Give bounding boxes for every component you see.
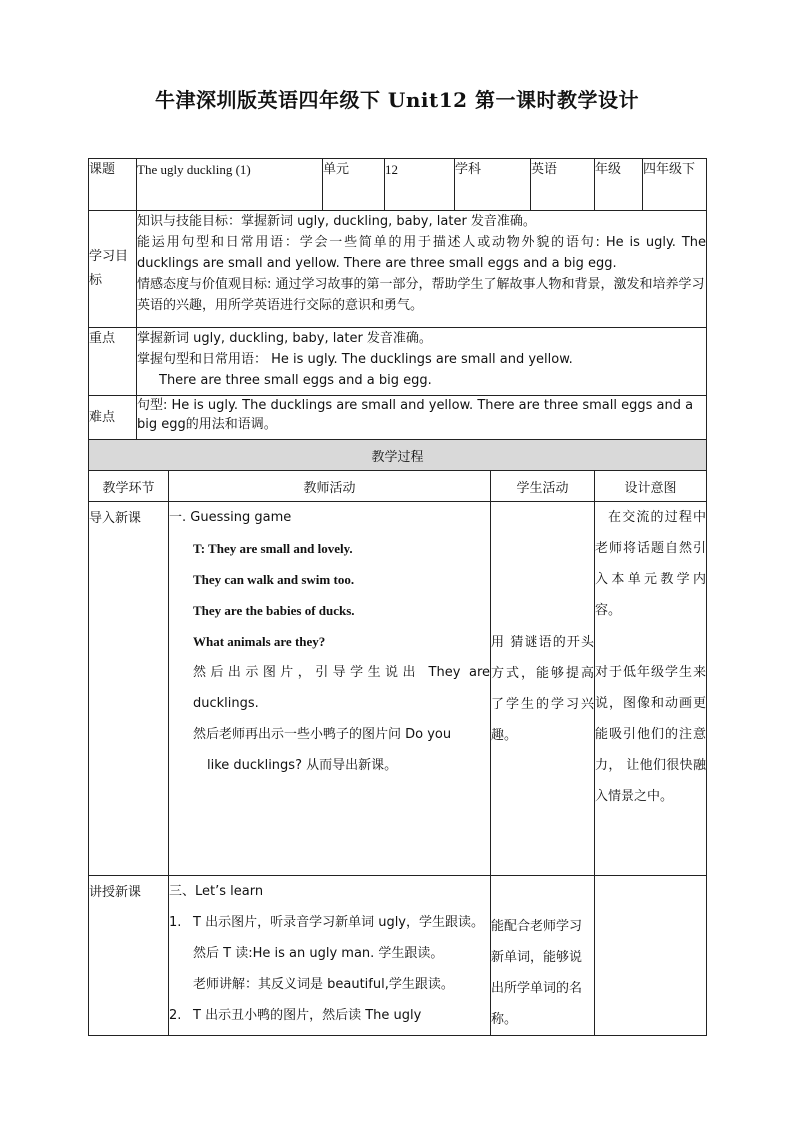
key-points-line-3: There are three small eggs and a big egg. [159, 373, 432, 388]
unit-label: 单元 [323, 159, 385, 211]
teach-teacher-line-1: 三、Let’s learn [169, 884, 264, 899]
intro-teacher-line-8: like ducklings? 从而导出新课。 [207, 758, 398, 773]
intro-student: 用 猜谜语的开头方式，能够提高了学生的学习兴趣。 [491, 502, 595, 876]
intro-teacher-line-7: 然后老师再出示一些小鸭子的图片问 Do you [193, 727, 452, 742]
teach-item-2 [169, 1000, 490, 1031]
difficulties-label: 难点 [89, 396, 137, 440]
teach-item-1-text-b: 老师讲解：其反义词是 beautiful,学生跟读。 [193, 977, 454, 992]
difficulties-content: 句型: He is ugly. The ducklings are small and yellow. There are three small eggs and a big egg的用法和语调。 [137, 396, 707, 440]
objectives-label: 学习目标 [89, 211, 137, 328]
column-stage: 教学环节 [89, 471, 169, 502]
key-points-line-1: 掌握新词 ugly, duckling, baby, later 发音准确。 [137, 331, 432, 346]
teach-item-1-number: 1. [169, 915, 182, 930]
topic-value: The ugly duckling (1) [137, 159, 323, 211]
intro-teacher-line-3: They can walk and swim too. [193, 572, 355, 587]
column-intent: 设计意图 [595, 471, 707, 502]
teach-row [89, 876, 707, 1036]
intro-teacher-line-6: 然后出示图片，引导学生说出 They are ducklings. [193, 665, 491, 711]
objectives-line-1: 知识与技能目标：掌握新词 ugly, duckling, baby, later 发音准确。 [137, 214, 536, 229]
document-title: 牛津深圳版英语四年级下 Unit12 第一课时教学设计 [154, 88, 640, 112]
intro-intent-para-2: 对于低年级学生来说，图像和动画更能吸引他们的注意力， 让他们很快融入情景之中。 [595, 665, 707, 804]
intro-intent-para-1: 在交流的过程中老师将话题自然引入本单元教学内容。 [595, 510, 707, 618]
grade-value: 四年级下 [643, 159, 707, 211]
objectives-content [137, 211, 707, 328]
process-heading: 教学过程 [89, 440, 707, 471]
teach-item-2-text: T 出示丑小鸭的图片，然后读 The ugly [193, 1008, 422, 1023]
teach-item-1-text-a: T 出示图片，听录音学习新单词 ugly，学生跟读。然后 T 读:He is an ugly man. 学生跟读。 [193, 915, 485, 961]
intro-row [89, 502, 707, 876]
unit-value: 12 [385, 159, 455, 211]
process-columns-row [89, 471, 707, 502]
subject-label: 学科 [455, 159, 531, 211]
subject-value: 英语 [531, 159, 595, 211]
intro-teacher-line-2: T: They are small and lovely. [193, 541, 353, 556]
process-heading-row [89, 440, 707, 471]
column-teacher: 教师活动 [169, 471, 491, 502]
intro-teacher [169, 502, 491, 876]
teach-teacher [169, 876, 491, 1036]
teach-student: 能配合老师学习新单词，能够说出所学单词的名称。 [491, 876, 595, 1036]
teach-stage: 讲授新课 [89, 876, 169, 1036]
key-points-label: 重点 [89, 328, 137, 396]
key-points-row [89, 328, 707, 396]
key-points-content [137, 328, 707, 396]
intro-intent [595, 502, 707, 876]
header-row [89, 159, 707, 211]
teach-intent [595, 876, 707, 1036]
key-points-line-2: 掌握句型和日常用语： He is ugly. The ducklings are small and yellow. [137, 352, 573, 367]
teach-item-1 [169, 907, 490, 1000]
intro-stage: 导入新课 [89, 502, 169, 876]
intro-teacher-line-4: They are the babies of ducks. [193, 603, 355, 618]
column-student: 学生活动 [491, 471, 595, 502]
topic-label: 课题 [89, 159, 137, 211]
teach-item-2-number: 2. [169, 1008, 182, 1023]
teach-item-1-text [193, 907, 490, 1000]
lesson-plan-table [88, 158, 707, 1036]
grade-label: 年级 [595, 159, 643, 211]
objectives-row [89, 211, 707, 328]
intro-teacher-line-1: 一. Guessing game [169, 510, 292, 525]
objectives-line-3: 情感态度与价值观目标: 通过学习故事的第一部分，帮助学生了解故事人物和背景，激发和培养学习英语的兴趣，用所学英语进行交际的意识和勇气。 [137, 277, 705, 313]
intro-teacher-line-5: What animals are they? [193, 634, 326, 649]
objectives-line-2: 能运用句型和日常用语：学会一些简单的用于描述人或动物外貌的语句: He is ugly. The ducklings are small and yellow. There are three small eggs and a big egg. [137, 235, 707, 271]
difficulties-row [89, 396, 707, 440]
